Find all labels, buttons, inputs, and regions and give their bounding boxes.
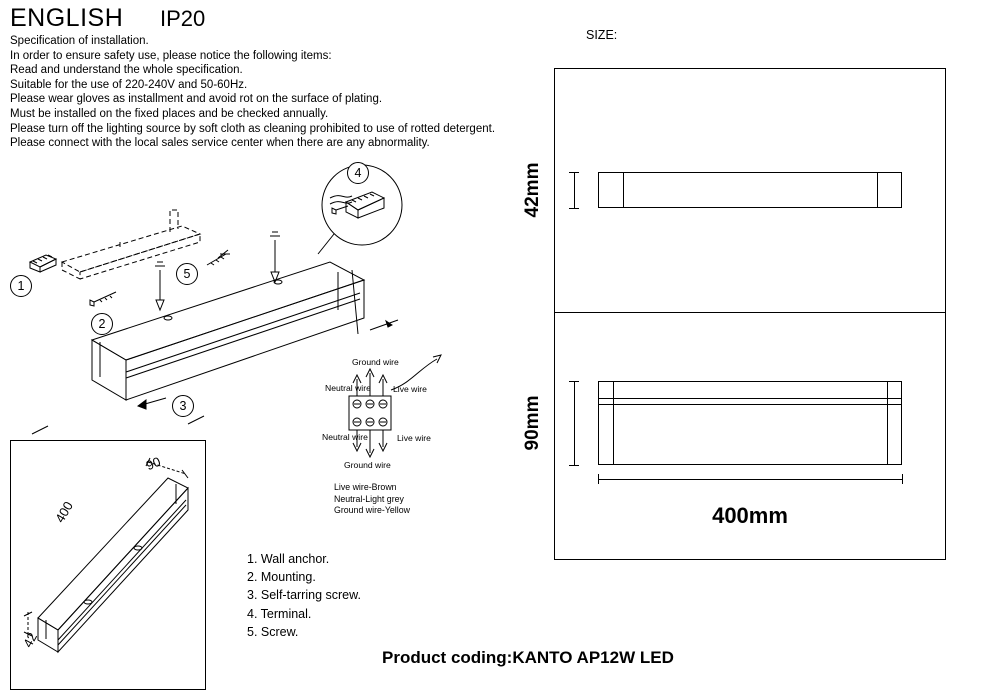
dimension-tick-42mm-bottom [569, 208, 579, 209]
iso-dimension-height: 42 [19, 630, 41, 650]
side-view-right-edge-line [887, 382, 888, 464]
ip-rating-label: IP20 [160, 6, 206, 31]
wiring-label-ground-bottom: Ground wire [344, 460, 391, 470]
wiring-colour-legend [334, 482, 410, 517]
iso-dimension-length: 400 [52, 498, 76, 526]
spec-line-7: Please turn off the lighting source by soft cloth as cleaning prohibited to use of rotted detergent. [10, 122, 496, 135]
front-view-right-endcap-line [877, 173, 878, 207]
page-title-language: ENGLISH [10, 4, 124, 32]
wiring-label-neutral-bottom: Neutral wire [322, 432, 368, 442]
spec-line-5: Please wear gloves as installment and avoid rot on the surface of plating. [10, 93, 383, 106]
isometric-view-drawing [10, 440, 206, 690]
dimension-tick-90mm-top [569, 381, 579, 382]
spec-line-1: Specification of installation. [10, 35, 149, 47]
wiring-label-neutral-top: Neutral wire [325, 383, 371, 393]
dimension-tick-400mm-left [598, 474, 599, 484]
parts-list [247, 550, 361, 641]
side-view-fixture-body [598, 381, 902, 465]
dimension-tick-42mm-top [569, 172, 579, 173]
technical-drawing-divider [554, 312, 946, 313]
side-view-detail-line-upper [599, 398, 901, 399]
dimension-label-400mm: 400mm [712, 503, 788, 528]
specification-text-block [10, 34, 495, 151]
spec-line-4: Suitable for the use of 220-240V and 50-60Hz. [10, 78, 248, 91]
parts-list-item-4: 4. Terminal. [247, 606, 312, 621]
spec-line-8: Please connect with the local sales service center when there are any abnormality. [10, 137, 430, 150]
wiring-legend-ground: Ground wire-Yellow [334, 505, 410, 515]
spec-line-3: Read and understand the whole specification. [10, 64, 243, 77]
dimension-tick-400mm-right [902, 474, 903, 484]
dimension-line-90mm [574, 381, 575, 465]
front-view-left-endcap-line [623, 173, 624, 207]
technical-drawing-frame [554, 68, 946, 560]
side-view-left-edge-line [613, 382, 614, 464]
callout-3: 3 [172, 395, 194, 417]
parts-list-item-1: 1. Wall anchor. [247, 552, 330, 566]
callout-1: 1 [10, 275, 32, 297]
wiring-label-live-top: Live wire [393, 384, 427, 394]
callout-5: 5 [176, 263, 198, 285]
dimension-label-42mm: 42mm [522, 162, 543, 218]
parts-list-item-2: 2. Mounting. [247, 570, 316, 585]
dimension-line-400mm [598, 479, 902, 480]
iso-dimension-depth: 90 [143, 453, 163, 474]
wiring-legend-live: Live wire-Brown [334, 482, 397, 492]
parts-list-item-5: 5. Screw. [247, 624, 299, 639]
parts-list-item-3: 3. Self-tarring screw. [247, 588, 361, 603]
side-view-detail-line-lower [599, 404, 901, 405]
spec-line-6: Must be installed on the fixed places and be checked annually. [10, 107, 329, 120]
dimension-tick-90mm-bottom [569, 465, 579, 466]
callout-4: 4 [347, 162, 369, 184]
wiring-label-ground-top: Ground wire [352, 357, 399, 367]
spec-line-2: In order to ensure safety use, please notice the following items: [10, 49, 332, 62]
wiring-label-live-bottom: Live wire [397, 433, 431, 443]
size-section-label: SIZE: [586, 28, 618, 42]
dimension-label-90mm: 90mm [522, 395, 543, 451]
wiring-legend-neutral: Neutral-Light grey [334, 493, 404, 504]
front-view-fixture-body [598, 172, 902, 208]
product-coding [382, 648, 674, 668]
dimension-line-42mm [574, 172, 575, 208]
product-coding-value: KANTO AP12W LED [512, 648, 674, 667]
callout-2: 2 [91, 313, 113, 335]
product-coding-label: Product coding: [382, 648, 513, 667]
